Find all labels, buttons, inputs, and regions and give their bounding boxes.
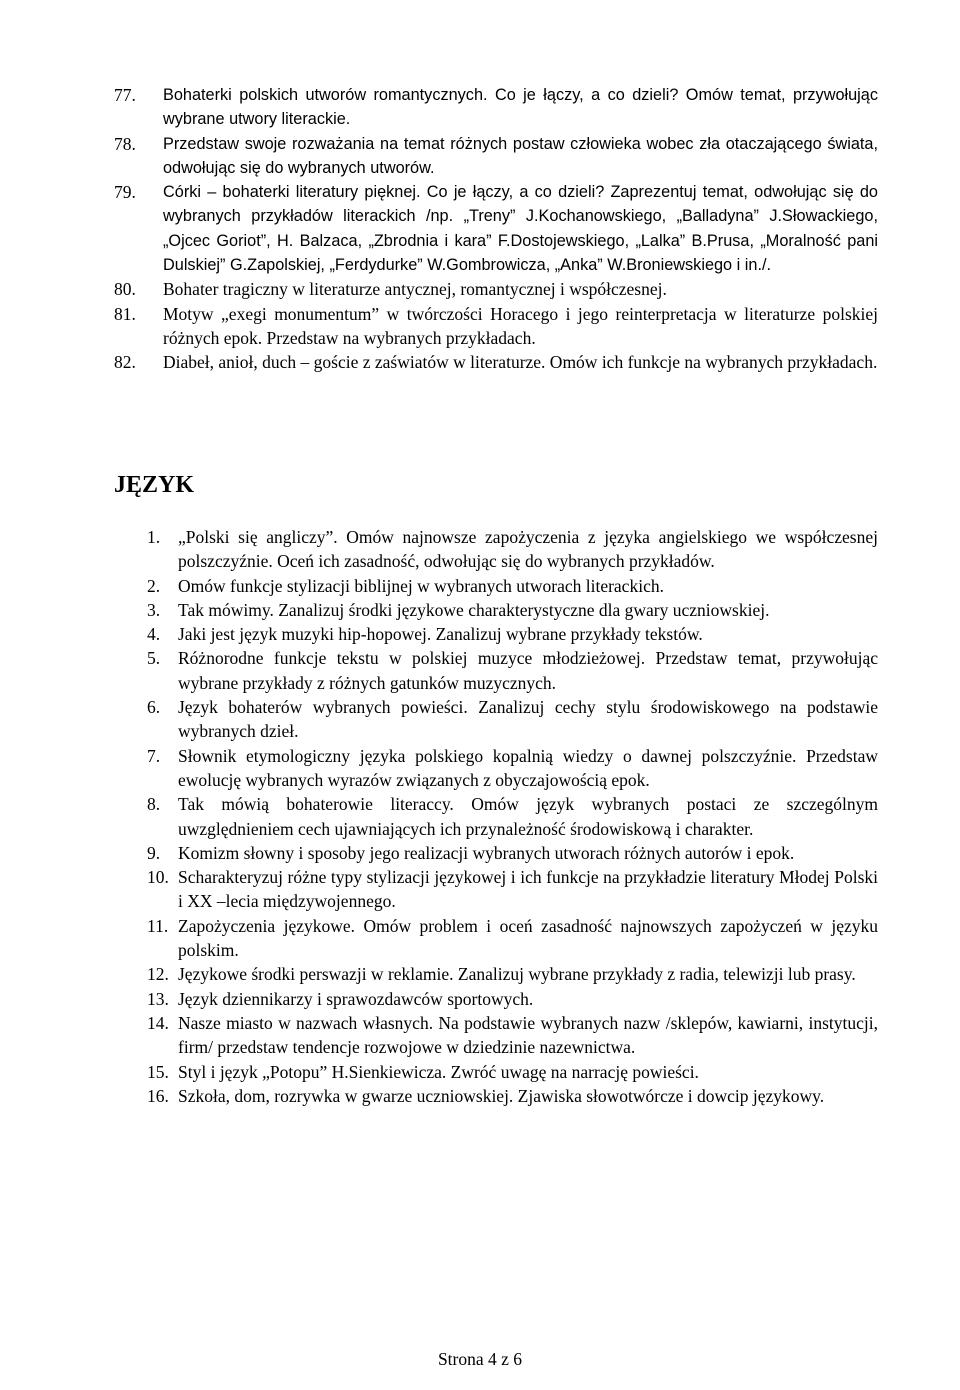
list-item xyxy=(147,744,878,793)
list-item xyxy=(114,180,878,277)
list-item xyxy=(147,695,878,744)
item-number: 10. xyxy=(147,867,169,888)
list-item xyxy=(114,83,878,132)
list-item xyxy=(147,792,878,841)
item-number: 3. xyxy=(147,599,161,620)
list-item xyxy=(147,962,878,986)
page-footer: Strona 4 z 6 xyxy=(437,1349,523,1369)
item-text: Diabeł, anioł, duch – goście z zaświatów w literaturze. Omów ich funkcje na wybranych przykładach. xyxy=(163,352,878,373)
item-number: 8. xyxy=(147,794,161,815)
language-topic-list xyxy=(147,525,878,1108)
item-text: Tak mówimy. Zanalizuj środki językowe charakterystyczne dla gwary uczniowskiej. xyxy=(178,599,770,620)
item-number: 12. xyxy=(147,964,169,985)
literature-topic-list xyxy=(114,83,878,375)
item-text: Język dziennikarzy i sprawozdawców sportowych. xyxy=(178,988,534,1009)
item-text: Omów funkcje stylizacji biblijnej w wybranych utworach literackich. xyxy=(178,575,664,596)
item-number: 80. xyxy=(114,279,136,300)
list-item xyxy=(147,865,878,914)
item-text: Bohater tragiczny w literaturze antycznej, romantycznej i współczesnej. xyxy=(163,279,667,300)
item-number: 2. xyxy=(147,575,161,596)
item-number: 15. xyxy=(147,1061,169,1082)
item-text: Szkoła, dom, rozrywka w gwarze uczniowskiej. Zjawiska słowotwórcze i dowcip językowy. xyxy=(178,1085,825,1106)
list-item xyxy=(147,841,878,865)
item-text: Tak mówią bohaterowie literaccy. Omów język wybranych postaci ze szczególnym uwzględnieniem cech ujawniających ich przynależność środowiskową i charakter. xyxy=(178,794,878,839)
item-text: Motyw „exegi monumentum” w twórczości Horacego i jego reinterpretacja w literaturze polskiej różnych epok. Przedstaw na wybranych przykładach. xyxy=(163,303,878,348)
list-item xyxy=(147,598,878,622)
list-item xyxy=(147,1011,878,1060)
item-number: 1. xyxy=(147,527,161,547)
item-text: Nasze miasto w nazwach własnych. Na podstawie wybranych nazw /sklepów, kawiarni, instytucji, firm/ przedstaw tendencje rozwojowe w dziedzinie nazewnictwa. xyxy=(178,1012,878,1058)
item-text: Styl i język „Potopu” H.Sienkiewicza. Zwróć uwagę na narrację powieści. xyxy=(178,1061,699,1082)
list-item xyxy=(147,914,878,963)
list-item xyxy=(147,574,878,598)
item-text: Przedstaw swoje rozważania na temat różnych postaw człowieka wobec zła otaczającego świata, odwołując się do wybranych utworów. xyxy=(163,134,878,177)
item-text: „Polski się angliczy”. Omów najnowsze zapożyczenia z języka angielskiego we współczesnej polszczyźnie. Oceń ich zasadność, odwołując się do wybranych przykładów. xyxy=(178,527,878,572)
item-number: 82. xyxy=(114,352,136,373)
list-item xyxy=(147,525,878,574)
item-text: Zapożyczenia językowe. Omów problem i oceń zasadność najnowszych zapożyczeń w języku polskim. xyxy=(178,915,878,961)
list-item xyxy=(147,987,878,1011)
item-number: 9. xyxy=(147,842,161,863)
list-item xyxy=(147,646,878,695)
list-item xyxy=(147,1084,878,1108)
item-number: 6. xyxy=(147,697,161,718)
item-text: Różnorodne funkcje tekstu w polskiej muzyce młodzieżowej. Przedstaw temat, przywołując wybrane przykłady z różnych gatunków muzycznych. xyxy=(178,648,878,693)
item-number: 78. xyxy=(114,133,136,154)
item-text: Język bohaterów wybranych powieści. Zanalizuj cechy stylu środowiskowego na podstawie wybranych dzieł. xyxy=(178,697,878,742)
list-item xyxy=(114,350,878,374)
item-number: 16. xyxy=(147,1085,169,1106)
list-item xyxy=(114,132,878,181)
list-item xyxy=(147,622,878,646)
item-text: Jaki jest język muzyki hip-hopowej. Zanalizuj wybrane przykłady tekstów. xyxy=(178,624,703,645)
item-text: Bohaterki polskich utworów romantycznych. Co je łączy, a co dzieli? Omów temat, przywołując wybrane utwory literackie. xyxy=(163,86,878,129)
list-item xyxy=(114,277,878,301)
item-text: Językowe środki perswazji w reklamie. Zanalizuj wybrane przykłady z radia, telewizji lub prasy. xyxy=(178,964,856,985)
item-text: Scharakteryzuj różne typy stylizacji językowej i ich funkcje na przykładzie literatury Młodej Polski i XX –lecia międzywojennego. xyxy=(178,867,878,912)
item-text: Słownik etymologiczny języka polskiego kopalnią wiedzy o dawnej polszczyźnie. Przedstaw ewolucję wybranych wyrazów związanych z obyczajowością epok. xyxy=(178,745,878,790)
list-item xyxy=(147,1060,878,1084)
item-number: 77. xyxy=(114,85,136,105)
item-number: 11. xyxy=(147,915,169,936)
item-number: 79. xyxy=(114,182,136,203)
section-heading: JĘZYK xyxy=(114,472,195,498)
item-number: 5. xyxy=(147,648,161,669)
list-item xyxy=(114,302,878,351)
item-number: 7. xyxy=(147,745,161,766)
item-number: 81. xyxy=(114,303,136,324)
item-number: 13. xyxy=(147,988,169,1009)
item-number: 14. xyxy=(147,1012,169,1033)
item-number: 4. xyxy=(147,624,161,645)
item-text: Córki – bohaterki literatury pięknej. Co je łączy, a co dzieli? Zaprezentuj temat, odwołując się do wybranych przykładów literackich /np. „Treny” J.Kochanowskiego, „Balladyna” J.Słowackiego, „Ojcec Goriot”, H. Balzaca, „Zbrodnia i kara” F.Dostojewskiego, „Lalka” B.Prusa, „Moralność pani Dulskiej” G.Zapolskiej, „Ferdydurke” W.Gombrowicza, „Anka” W.Broniewskiego i in./. xyxy=(163,183,878,275)
item-text: Komizm słowny i sposoby jego realizacji wybranych utworach różnych autorów i epok. xyxy=(178,842,795,863)
